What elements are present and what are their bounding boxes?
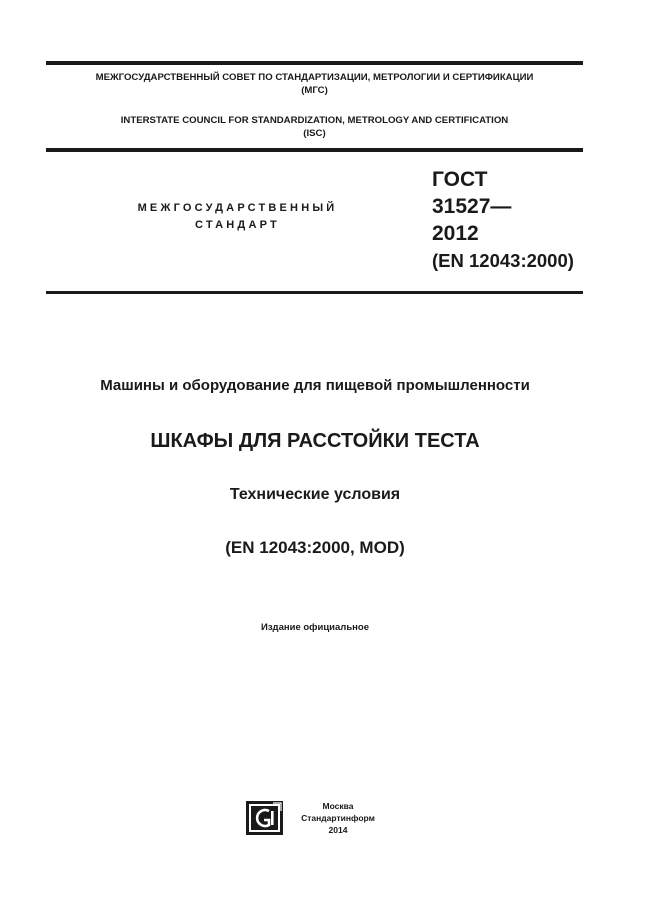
council-en xyxy=(46,114,583,140)
standartinform-logo-icon xyxy=(246,801,283,835)
imprint xyxy=(290,800,386,836)
standard-type-line2: СТАНДАРТ xyxy=(195,219,280,231)
top-rule xyxy=(46,61,583,65)
gost-designation xyxy=(432,166,574,274)
council-ru-abbr: (МГС) xyxy=(301,85,328,96)
council-ru-name: МЕЖГОСУДАРСТВЕННЫЙ СОВЕТ ПО СТАНДАРТИЗАЦИИ, МЕТРОЛОГИИ И СЕРТИФИКАЦИИ xyxy=(95,72,534,83)
standard-subtitle: Технические условия xyxy=(229,486,401,503)
standard-title: ШКАФЫ ДЛЯ РАССТОЙКИ ТЕСТА xyxy=(150,430,480,452)
gost-label: ГОСТ xyxy=(432,168,488,191)
gost-number: 31527— xyxy=(432,195,512,218)
imprint-publisher: Стандартинформ xyxy=(301,813,375,823)
gost-year: 2012 xyxy=(432,222,479,245)
middle-rule xyxy=(46,148,583,152)
bottom-rule xyxy=(46,291,583,294)
council-en-name: INTERSTATE COUNCIL FOR STANDARDIZATION, METROLOGY AND CERTIFICATION xyxy=(120,115,509,126)
standard-category: Машины и оборудование для пищевой промышленности xyxy=(100,377,530,394)
imprint-year: 2014 xyxy=(328,825,348,835)
council-en-abbr: (ISC) xyxy=(303,128,326,139)
harmonization-reference: (EN 12043:2000, MOD) xyxy=(225,538,405,557)
standard-type xyxy=(100,200,375,234)
edition-label: Издание официальное xyxy=(261,622,369,633)
standard-type-line1: МЕЖГОСУДАРСТВЕННЫЙ xyxy=(137,202,338,214)
gost-equivalent: (EN 12043:2000) xyxy=(432,250,574,271)
imprint-city: Москва xyxy=(322,801,354,811)
council-ru xyxy=(46,71,583,97)
